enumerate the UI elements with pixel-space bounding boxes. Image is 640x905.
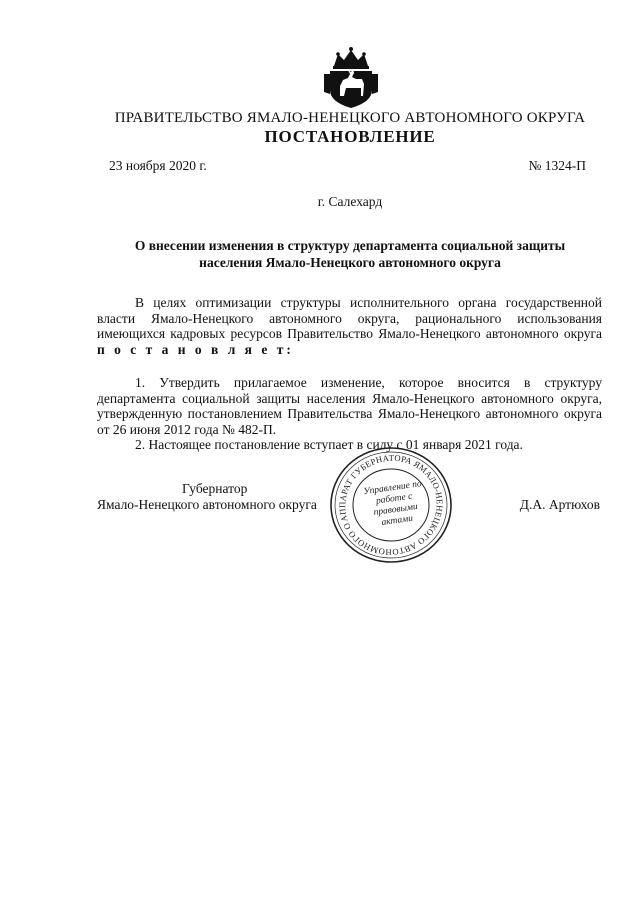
- preamble-paragraph: [97, 295, 602, 357]
- stamp-center-text: Управление по работе с правовыми актами: [362, 479, 423, 528]
- signatory-region: Ямало-Ненецкого автономного округа: [97, 497, 317, 512]
- organization-title: ПРАВИТЕЛЬСТВО ЯМАЛО-НЕНЕЦКОГО АВТОНОМНОГО ОКРУГА: [114, 110, 586, 126]
- document-date: 23 ноября 2020 г.: [109, 158, 207, 173]
- document-body: [97, 295, 602, 453]
- document-subject: О внесении изменения в структуру департамента социальной защиты населения Ямало-Ненецкого автономного округа: [134, 238, 566, 270]
- yamal-coat-of-arms-icon: [322, 44, 380, 110]
- document-type-title: ПОСТАНОВЛЕНИЕ: [264, 127, 436, 146]
- preamble-text: В целях оптимизации структуры исполнительного органа государственной власти Ямало-Ненецкого автономного округа, рационального использования имеющихся кадровых ресурсов Правительство Ямало-Ненецкого автономного округа: [97, 295, 602, 341]
- document-city: г. Салехард: [317, 194, 383, 209]
- item-2-paragraph: 2. Настоящее постановление вступает в силу с 01 января 2021 года.: [135, 437, 523, 452]
- decree-word: п о с т а н о в л я е т:: [97, 341, 294, 357]
- item-1-paragraph: 1. Утвердить прилагаемое изменение, которое вносится в структуру департамента социальной защиты населения Ямало-Ненецкого автономного округа, утвержденную постановлением Правительства Ямало-Ненецкого автономного округа от 26 июня 2012 года № 482-П.: [97, 375, 602, 437]
- signatory-name: Д.А. Артюхов: [519, 497, 600, 512]
- document-number: № 1324-П: [528, 158, 586, 173]
- stamp-ring-text: АППАРАТ ГУБЕРНАТОРА ЯМАЛО-НЕНЕЦКОГО АВТОНОМНОГО ОКРУГА: [337, 452, 445, 558]
- signatory-title: Губернатор: [182, 481, 248, 496]
